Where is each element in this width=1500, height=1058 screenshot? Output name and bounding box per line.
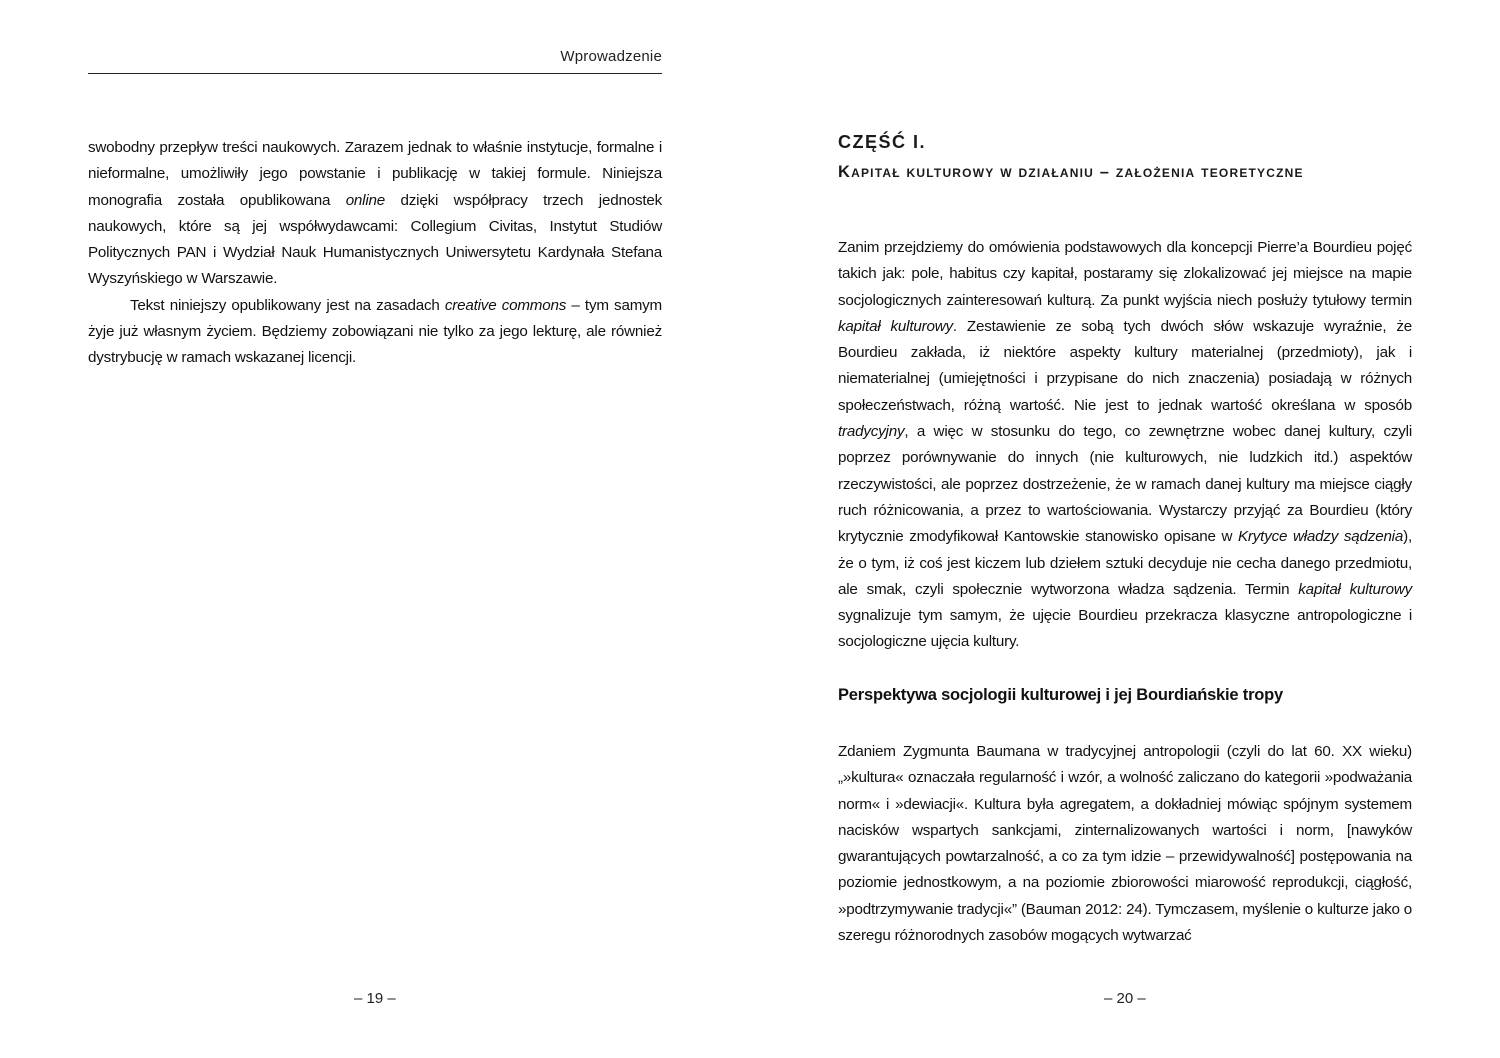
- text-span: sygnalizuje tym samym, że ujęcie Bourdieu przekracza klasyczne antropologiczne i socjologiczne ujęcia kultury.: [838, 607, 1412, 651]
- italic-text-span: online: [345, 191, 386, 209]
- right-body-text-2: [838, 739, 1412, 949]
- italic-text-span: kapitał kulturowy: [838, 317, 953, 335]
- text-span: Zanim przejdziemy do omówienia podstawowych dla koncepcji Pierre’a Bourdieu pojęć takich jak: pole, habitus czy kapitał, postaramy się zlokalizować jej miejsce na mapie socjologicznych zainteresowań kulturą. Za punkt wyjścia niech posłuży tytułowy termin: [838, 239, 1412, 309]
- italic-text-span: tradycyjny: [838, 423, 905, 441]
- text-span: . Zestawienie ze sobą tych dwóch słów wskazuje wyraźnie, że Bourdieu zakłada, iż niektóre aspekty kultury materialnej (przedmioty), jak i niematerialnej (umiejętności i przypisane do nich znaczenia) posiadają w różnych społeczeństwach, różną wartość. Nie jest to jednak wartość określana w sposób: [838, 317, 1413, 414]
- left-body-text: [88, 135, 662, 372]
- text-span: , a więc w stosunku do tego, co zewnętrzne wobec danej kultury, czyli poprzez porównywanie do innych (nie kulturowych, nie ludzkich itd.) aspektów rzeczywistości, ale poprzez dostrzeżenie, że w ramach danej kultury ma miejsce ciągły ruch różnicowania, a przez to wartościowania. Wystarczy przyjąć za Bourdieu (który krytycznie zmodyfikował Kantowskie stanowisko opisane w: [838, 423, 1412, 546]
- right-page: [838, 0, 1412, 1058]
- text-span: ), że o tym, iż coś jest kiczem lub dziełem sztuki decyduje nie cecha danego przedmiotu, ale smak, czyli społecznie wytworzona władza sądzenia. Termin: [838, 528, 1412, 598]
- running-head: Wprowadzenie: [560, 48, 662, 65]
- text-span: swobodny przepływ treści naukowych. Zarazem jednak to właśnie instytucje, formalne i nieformalne, umożliwiły jego powstanie i publikację w takiej formule. Niniejsza monografia została opublikowana: [88, 139, 662, 209]
- paragraph: [838, 235, 1412, 656]
- part-title: CZĘŚĆ I.: [838, 132, 927, 152]
- page-number-right: – 20 –: [1104, 990, 1146, 1007]
- paragraph: [838, 739, 1412, 949]
- right-body-text: [838, 235, 1412, 656]
- part-subtitle: Kapitał kulturowy w działaniu – założenia teoretyczne: [838, 163, 1304, 181]
- text-span: – tym samym żyje już własnym życiem. Będziemy zobowiązani nie tylko za jego lekturę, ale również dystrybucję w ramach wskazanej licencji.: [88, 296, 662, 367]
- italic-text-span: kapitał kulturowy: [1298, 580, 1412, 598]
- italic-text-span: creative commons: [444, 296, 567, 314]
- section-heading: Perspektywa socjologii kulturowej i jej Bourdiańskie tropy: [838, 686, 1284, 704]
- page-number-left: – 19 –: [354, 990, 396, 1007]
- header-rule: [88, 73, 662, 74]
- italic-text-span: Krytyce władzy sądzenia: [1238, 528, 1404, 546]
- text-span: dzięki współpracy trzech jednostek naukowych, które są jej współwydawcami: Collegium Civitas, Instytut Studiów Politycznych PAN i Wydział Nauk Humanistycznych Uniwersytetu Kardynała Stefana Wyszyńskiego w Warszawie.: [88, 191, 662, 288]
- text-span: Tekst niniejszy opublikowany jest na zasadach: [130, 296, 445, 314]
- paragraph: [88, 293, 662, 372]
- text-span: Zdaniem Zygmunta Baumana w tradycyjnej antropologii (czyli do lat 60. XX wieku) „»kultura« oznaczała regularność i wzór, a wolność zaliczano do kategorii »podważania norm« i »dewiacji«. Kultura była agregatem, a dokładniej mówiąc spójnym systemem nacisków wspartych sankcjami, zinternalizowanych wartości i norm, [nawyków gwarantujących powtarzalność, a co za tym idzie – przewidywalność] postępowania na poziomie jednostkowym, a na poziomie zbiorowości miarowość reprodukcji, ciągłość, »podtrzymywanie tradycji«” (Bauman 2012: 24). Tymczasem, myślenie o kulturze jako o szeregu różnorodnych zasobów mogących wytwarzać: [838, 743, 1412, 945]
- left-page: [88, 0, 662, 1058]
- paragraph: [88, 135, 662, 293]
